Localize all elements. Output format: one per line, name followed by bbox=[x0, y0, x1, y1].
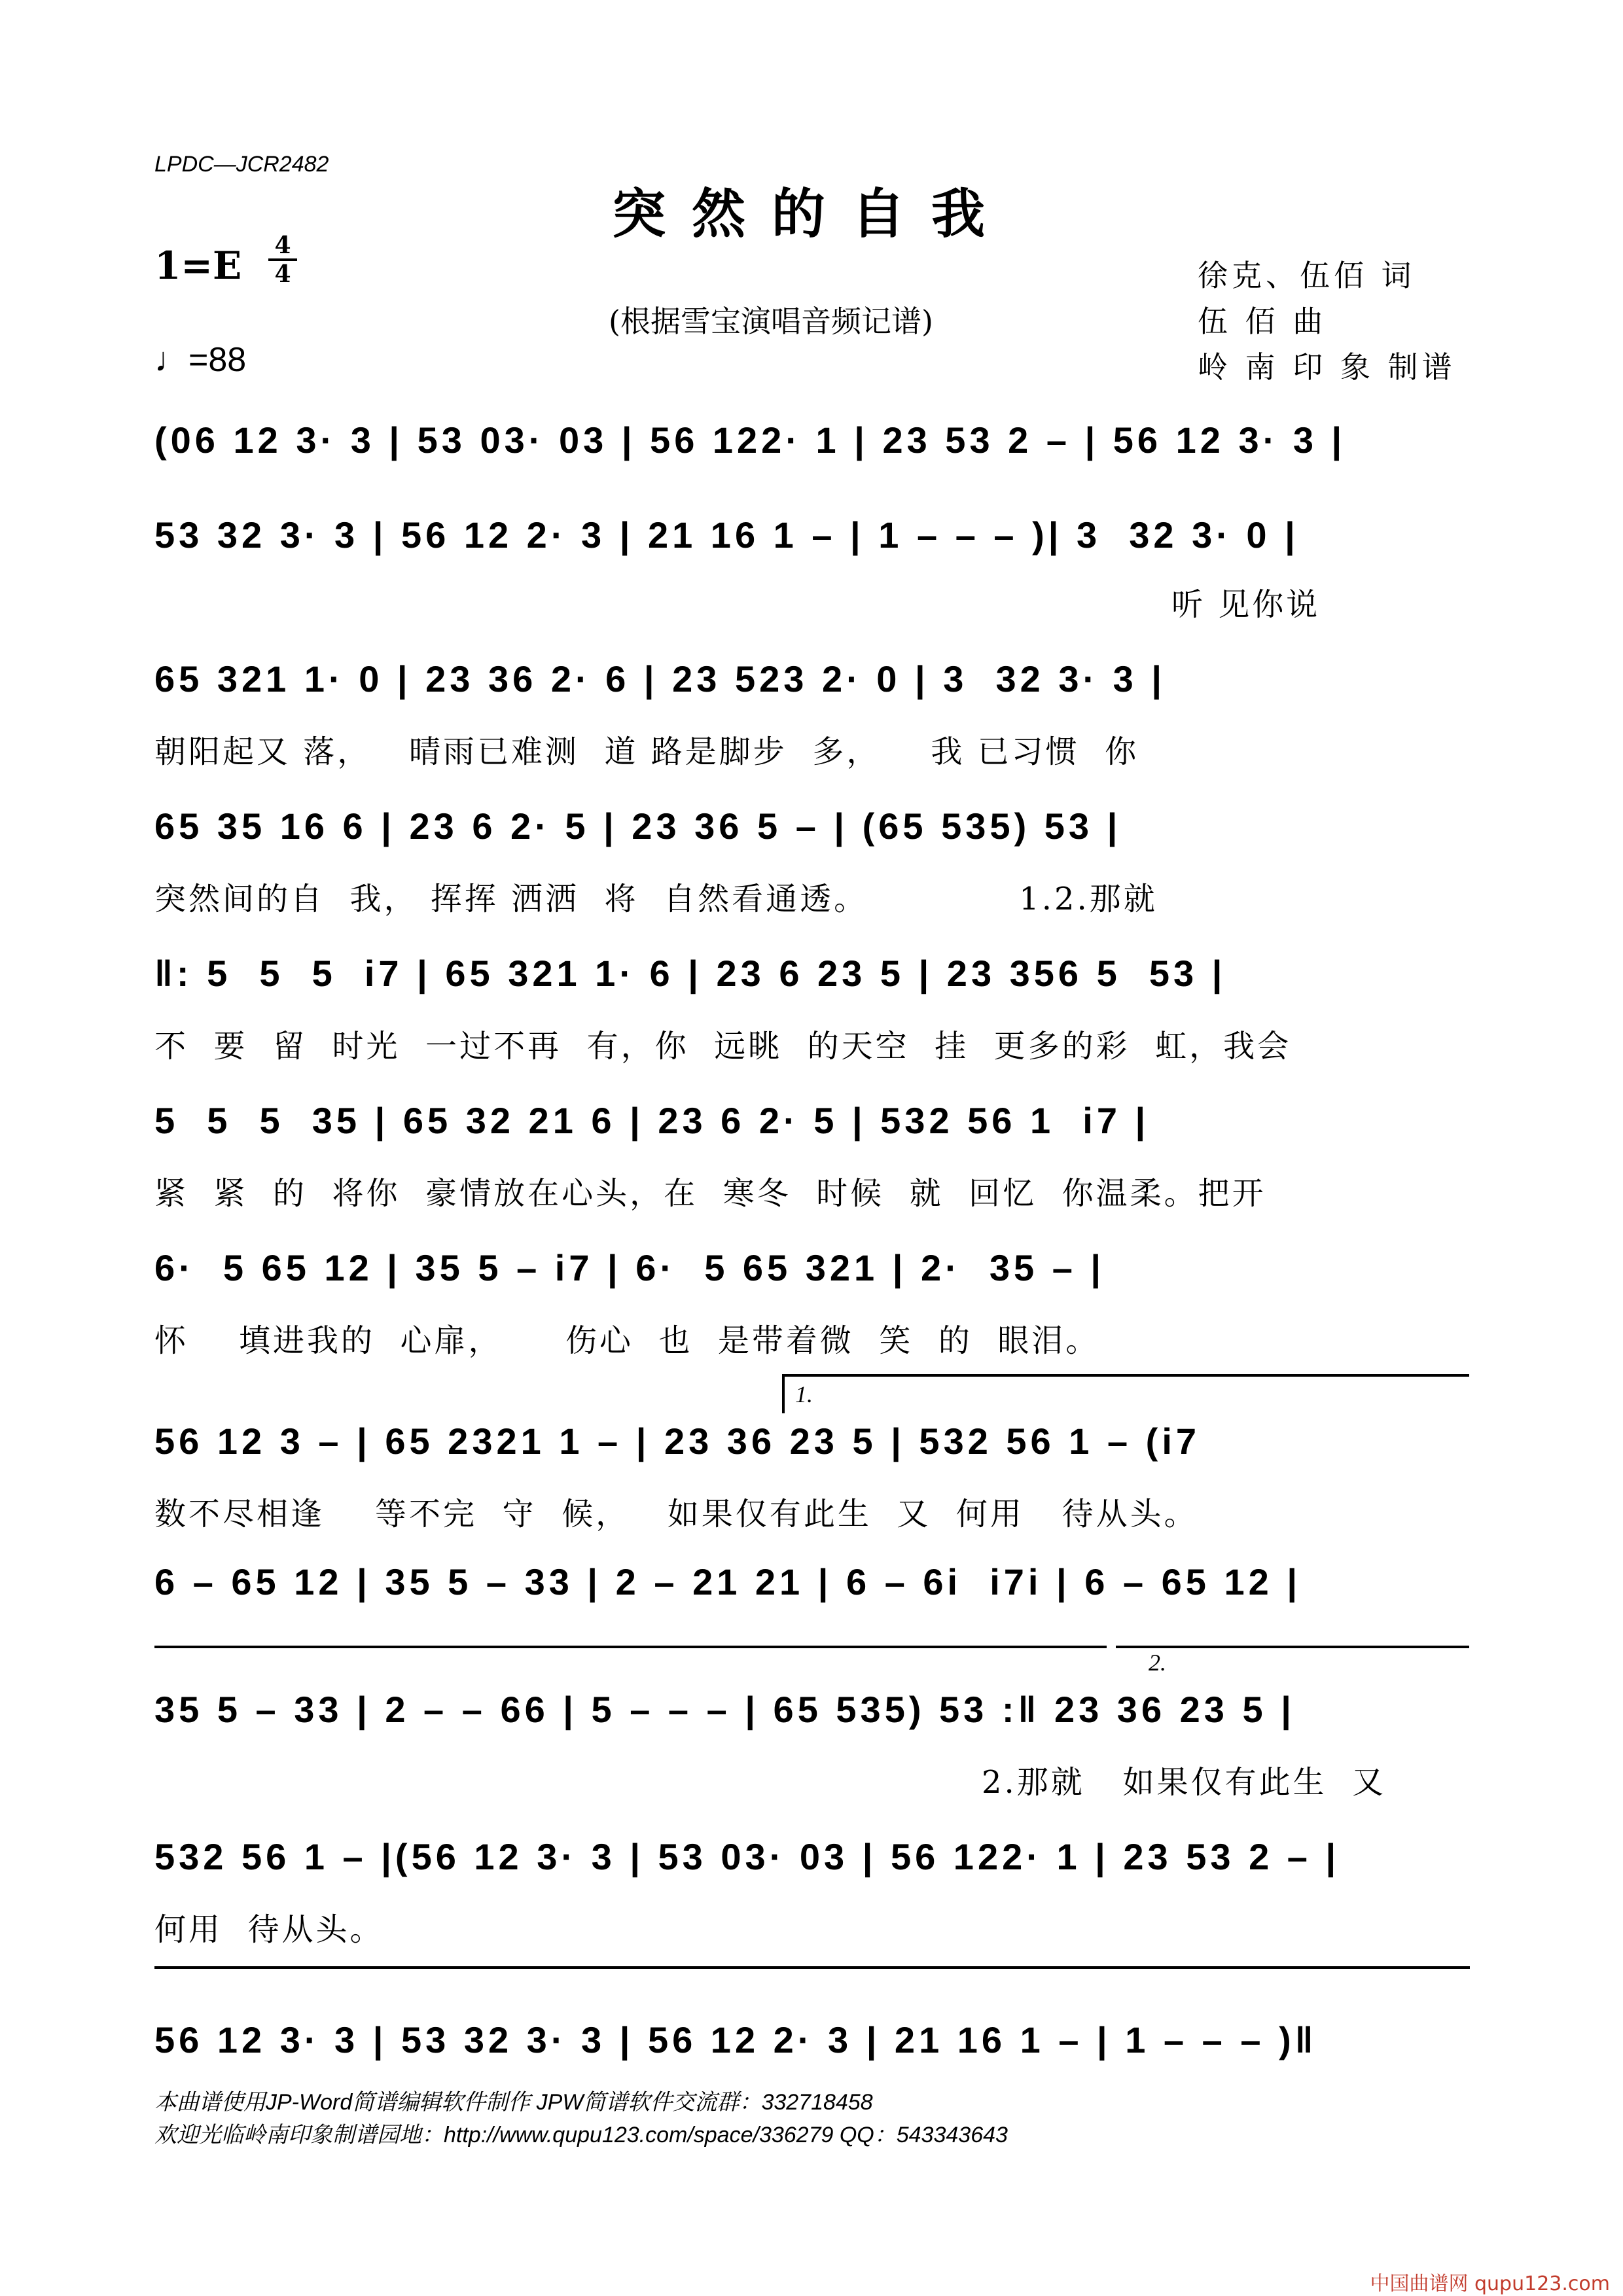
tempo-marking bbox=[154, 340, 246, 380]
notation-line: (06 12 3· 3 | 53 03· 03 | 56 122· 1 | 23 53 2 – | 56 12 3· 3 | bbox=[154, 419, 1346, 461]
source-note: (根据雪宝演唱音频记谱) bbox=[609, 304, 933, 339]
quarter-note-icon: ♩ bbox=[154, 341, 188, 379]
tempo-value: =88 bbox=[188, 341, 247, 379]
second-ending-label: 2. bbox=[1149, 1650, 1166, 1676]
first-ending-bracket bbox=[782, 1374, 1469, 1377]
lyricist-credit: 徐克、伍佰 词 bbox=[1198, 258, 1416, 293]
notation-line: ‖: 5 5 5 i7 | 65 321 1· 6 | 23 6 23 5 | 23 356 5 53 | bbox=[154, 953, 1226, 994]
notation-line: 65 321 1· 0 | 23 36 2· 6 | 23 523 2· 0 | 3 32 3· 3 | bbox=[154, 658, 1166, 699]
footer-software-note: 本曲谱使用JP-Word简谱编辑软件制作 JPW简谱软件交流群：332718458 bbox=[154, 2090, 873, 2115]
notation-line: 532 56 1 – |(56 12 3· 3 | 53 03· 03 | 56 122· 1 | 23 53 2 – | bbox=[154, 1836, 1340, 1877]
notation-line: 35 5 – 33 | 2 – – 66 | 5 – – – | 65 535) 53 :‖ 23 36 23 5 | bbox=[154, 1689, 1295, 1730]
lyric-line: 听 见你说 bbox=[1171, 586, 1321, 623]
notation-line: 5 5 5 35 | 65 32 21 6 | 23 6 2· 5 | 532 56 1 i7 | bbox=[154, 1100, 1150, 1141]
lyric-line: 数不尽相逢 等不完 守 候， 如果仅有此生 又 何用 待从头。 bbox=[154, 1496, 1198, 1532]
site-watermark: 中国曲谱网 qupu123.com bbox=[1370, 2272, 1610, 2295]
composer-credit: 伍 佰 曲 bbox=[1198, 304, 1327, 339]
lyric-line: 何用 待从头。 bbox=[154, 1911, 384, 1948]
time-sig-bottom: 4 bbox=[274, 260, 291, 288]
time-sig-top: 4 bbox=[274, 232, 291, 259]
lyric-line: 紧 紧 的 将你 豪情放在心头，在 寒冬 时候 就 回忆 你温柔。把开 bbox=[154, 1175, 1266, 1212]
notation-line: 65 35 16 6 | 23 6 2· 5 | 23 36 5 – | (65 535) 53 | bbox=[154, 805, 1122, 847]
first-ending-bracket-continued bbox=[154, 1646, 1107, 1648]
notation-line: 6 – 65 12 | 35 5 – 33 | 2 – 21 21 | 6 – 6i i7i | 6 – 65 12 | bbox=[154, 1561, 1302, 1602]
notation-line: 6· 5 65 12 | 35 5 – i7 | 6· 5 65 321 | 2· 35 – | bbox=[154, 1247, 1105, 1288]
lyric-line: 朝阳起又 落， 晴雨已难测 道 路是脚步 多， 我 已习惯 你 bbox=[154, 733, 1139, 770]
score-code: LPDC—JCR2482 bbox=[154, 152, 329, 177]
lyric-line: 2.那就 如果仅有此生 又 bbox=[982, 1764, 1387, 1801]
first-ending-bracket-left bbox=[782, 1374, 785, 1413]
outro-bracket bbox=[154, 1966, 1470, 1969]
footer-website-note: 欢迎光临岭南印象制谱园地：http://www.qupu123.com/space/336279 QQ：543343643 bbox=[154, 2123, 1008, 2147]
lyric-line: 怀 填进我的 心扉， 伤心 也 是带着微 笑 的 眼泪。 bbox=[154, 1322, 1100, 1359]
transcriber-credit: 岭 南 印 象 制谱 bbox=[1198, 349, 1456, 385]
time-signature bbox=[268, 232, 297, 287]
first-ending-label: 1. bbox=[795, 1381, 813, 1407]
song-title: 突然的自我 bbox=[611, 183, 1011, 245]
key-signature: 1=E bbox=[154, 243, 242, 288]
second-ending-bracket bbox=[1116, 1646, 1469, 1648]
lyric-line: 突然间的自 我， 挥挥 洒洒 将 自然看通透。 1.2.那就 bbox=[154, 881, 1158, 917]
notation-line: 56 12 3· 3 | 53 32 3· 3 | 56 12 2· 3 | 21 16 1 – | 1 – – – )‖ bbox=[154, 2019, 1317, 2060]
notation-line: 56 12 3 – | 65 2321 1 – | 23 36 23 5 | 532 56 1 – (i7 bbox=[154, 1421, 1201, 1462]
notation-line: 53 32 3· 3 | 56 12 2· 3 | 21 16 1 – | 1 – – – )| 3 32 3· 0 | bbox=[154, 514, 1299, 556]
lyric-line: 不 要 留 时光 一过不再 有，你 远眺 的天空 挂 更多的彩 虹，我会 bbox=[154, 1028, 1292, 1065]
